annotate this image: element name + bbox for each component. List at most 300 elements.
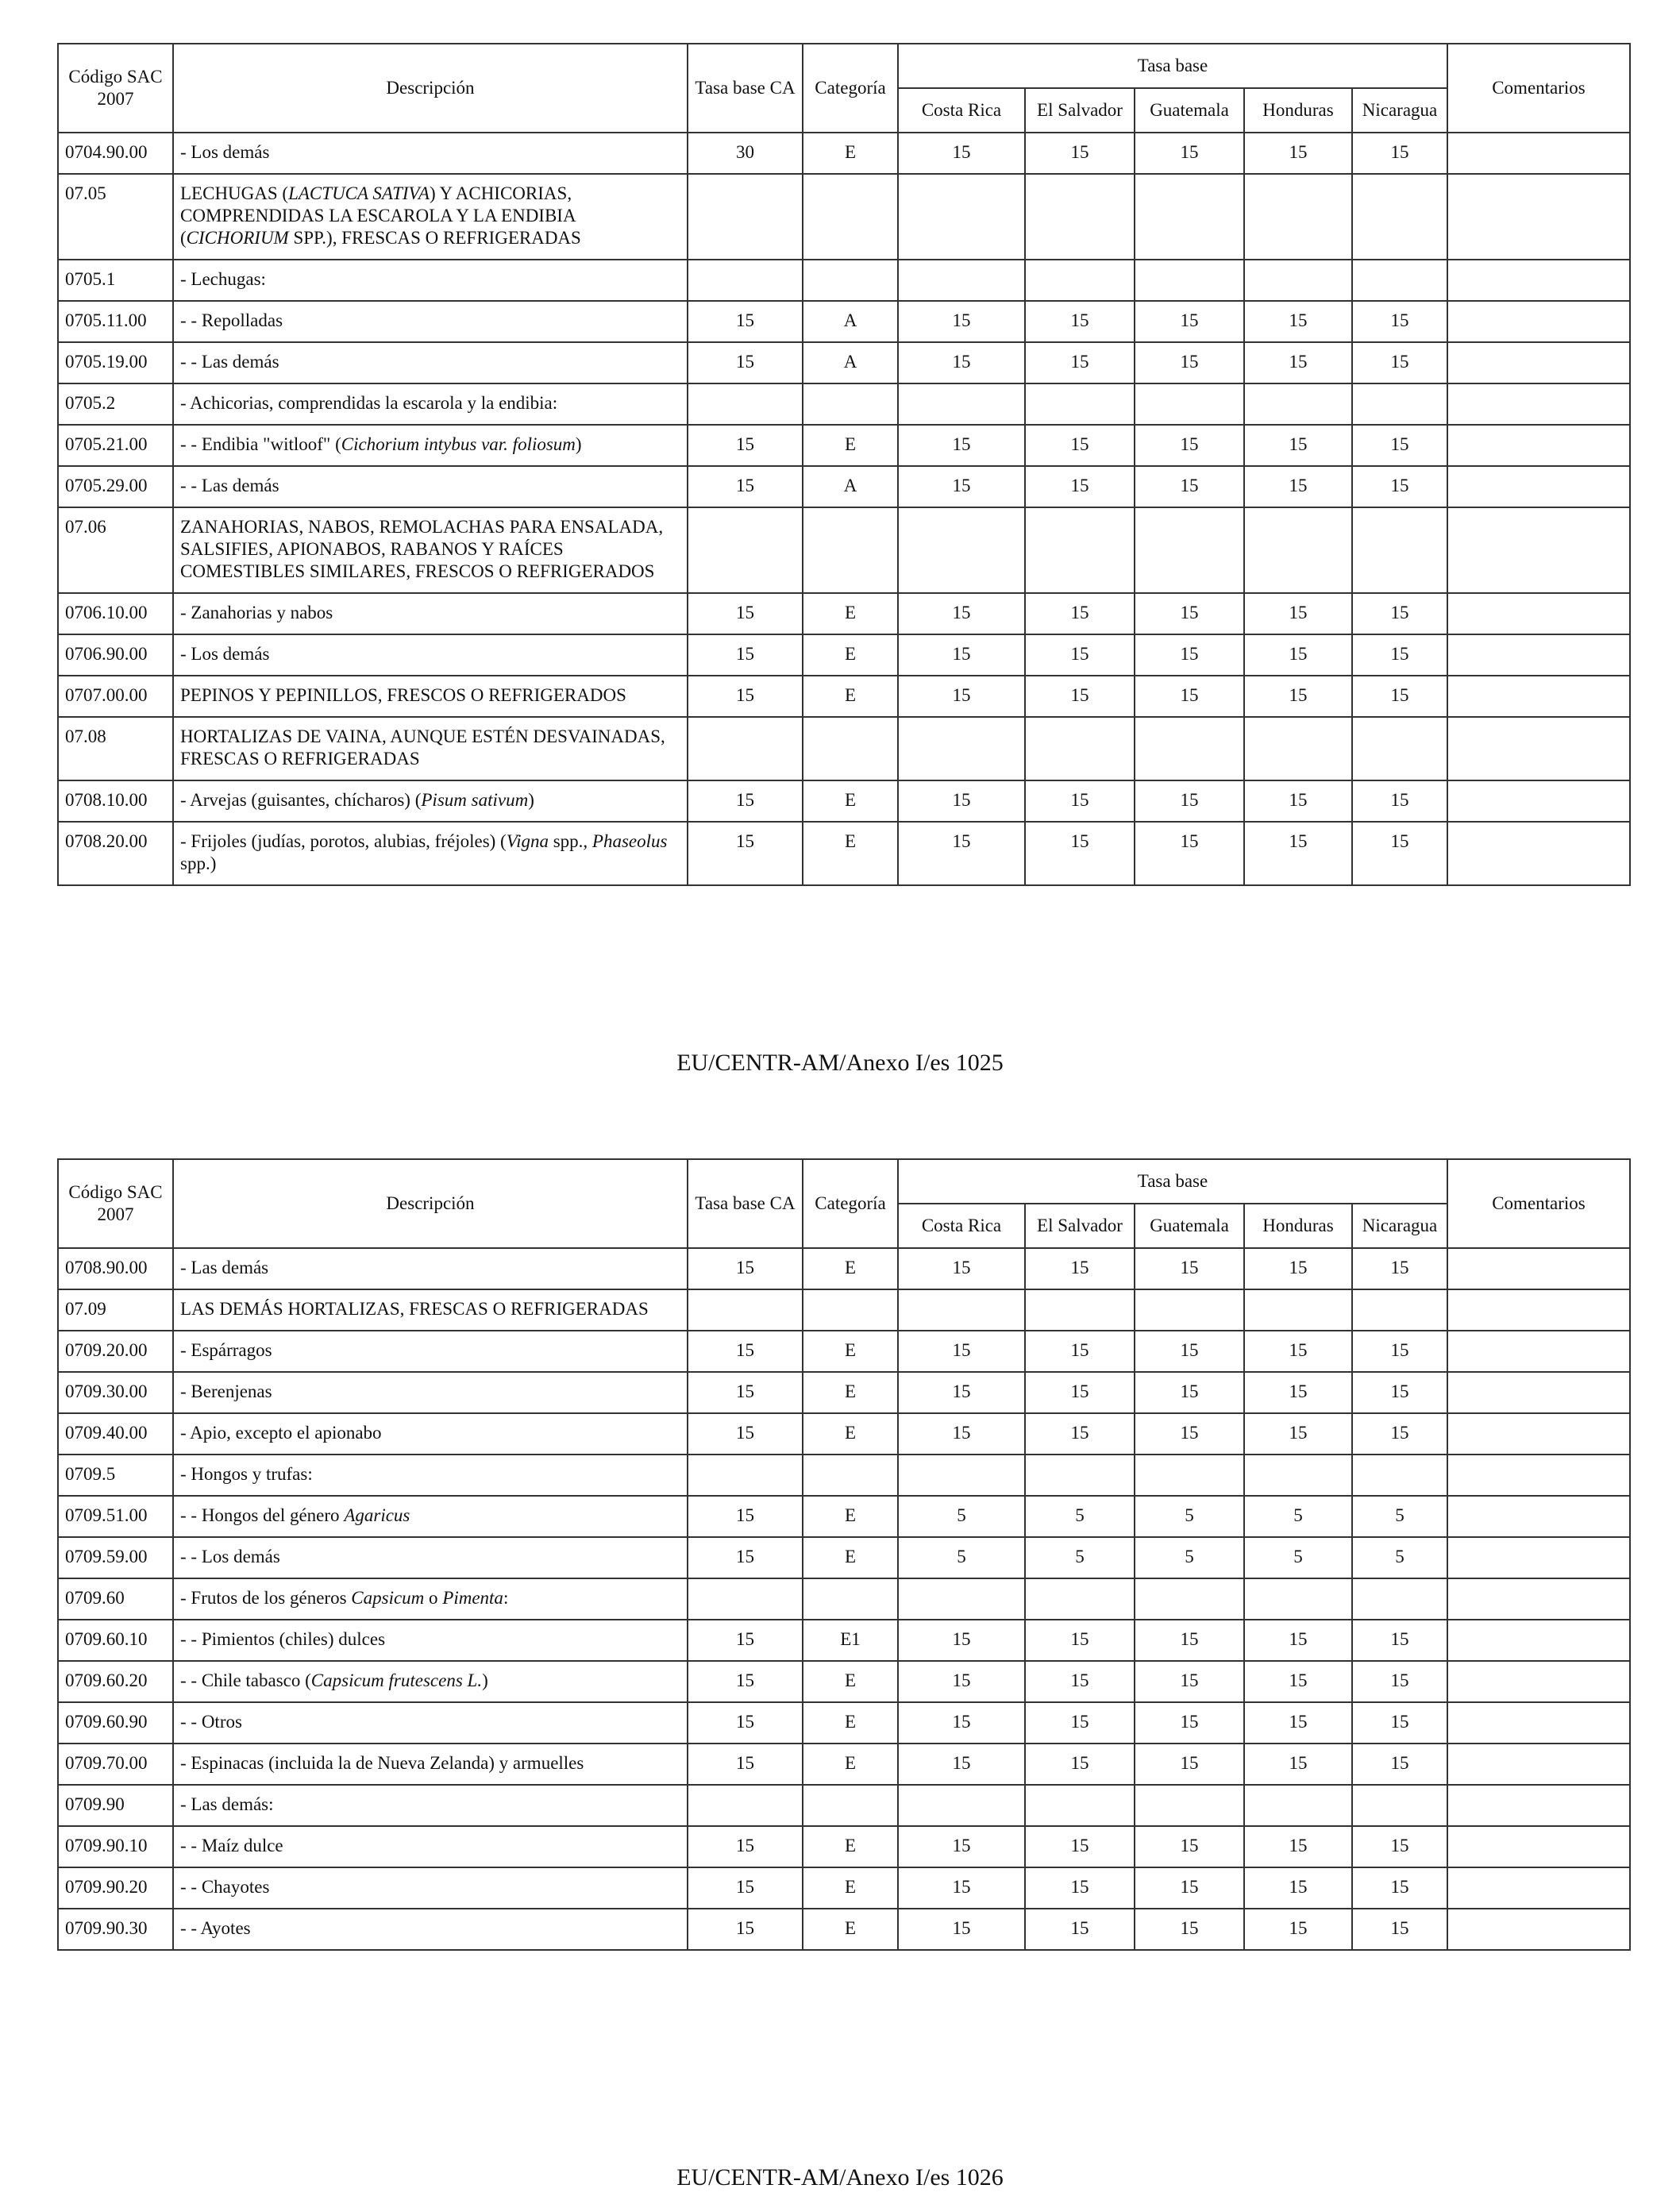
cell-rate-costa-rica [898,1455,1025,1496]
table-row [58,1620,1630,1661]
cell-rate-guatemala: 15 [1135,1413,1244,1455]
table-row [58,260,1630,301]
cell-rate-el-salvador [1025,1455,1135,1496]
cell-comments [1447,1537,1630,1578]
cell-category [803,1289,898,1331]
cell-code: 0705.19.00 [58,342,173,383]
cell-base-rate-ca [688,507,803,593]
cell-category [803,1785,898,1826]
cell-comments [1447,1867,1630,1909]
cell-description: HORTALIZAS DE VAINA, AUNQUE ESTÉN DESVAINADAS, FRESCAS O REFRIGERADAS [173,717,688,780]
cell-code: 0709.90 [58,1785,173,1826]
cell-rate-costa-rica [898,383,1025,425]
cell-rate-nicaragua: 15 [1352,1867,1447,1909]
table-row [58,1785,1630,1826]
cell-code: 0709.20.00 [58,1331,173,1372]
table-row [58,1496,1630,1537]
cell-comments [1447,425,1630,466]
cell-rate-guatemala: 15 [1135,425,1244,466]
cell-rate-nicaragua: 15 [1352,1661,1447,1702]
cell-base-rate-ca: 15 [688,301,803,342]
cell-rate-costa-rica: 15 [898,301,1025,342]
cell-category: E [803,1248,898,1289]
cell-rate-guatemala: 15 [1135,1620,1244,1661]
cell-rate-costa-rica [898,717,1025,780]
cell-rate-guatemala [1135,1785,1244,1826]
cell-code: 0709.59.00 [58,1537,173,1578]
cell-base-rate-ca [688,174,803,260]
cell-description: - - Hongos del género Agaricus [173,1496,688,1537]
cell-rate-costa-rica: 15 [898,1661,1025,1702]
cell-rate-el-salvador [1025,507,1135,593]
cell-rate-el-salvador: 15 [1025,1248,1135,1289]
cell-comments [1447,1744,1630,1785]
cell-comments [1447,593,1630,634]
cell-code: 0706.90.00 [58,634,173,676]
cell-rate-el-salvador: 15 [1025,342,1135,383]
cell-rate-el-salvador: 15 [1025,1661,1135,1702]
cell-rate-honduras: 15 [1244,1248,1352,1289]
cell-category: E1 [803,1620,898,1661]
cell-rate-el-salvador: 15 [1025,301,1135,342]
cell-description: - - Ayotes [173,1909,688,1950]
cell-rate-honduras [1244,507,1352,593]
cell-rate-costa-rica: 15 [898,676,1025,717]
cell-code: 0705.21.00 [58,425,173,466]
cell-rate-honduras: 15 [1244,301,1352,342]
cell-code: 0706.10.00 [58,593,173,634]
cell-rate-el-salvador [1025,1289,1135,1331]
cell-rate-honduras: 15 [1244,1867,1352,1909]
cell-comments [1447,1331,1630,1372]
cell-description: - Las demás [173,1248,688,1289]
cell-rate-el-salvador: 15 [1025,1620,1135,1661]
cell-rate-guatemala: 5 [1135,1537,1244,1578]
cell-category [803,260,898,301]
cell-code: 0709.30.00 [58,1372,173,1413]
cell-rate-honduras: 15 [1244,780,1352,822]
page-footer: EU/CENTR-AM/Anexo I/es 1026 [676,2164,1004,2191]
cell-rate-el-salvador [1025,174,1135,260]
cell-description: - Frutos de los géneros Capsicum o Pimenta: [173,1578,688,1620]
cell-rate-honduras: 15 [1244,1702,1352,1744]
cell-rate-honduras: 15 [1244,1331,1352,1372]
cell-rate-nicaragua [1352,507,1447,593]
cell-rate-costa-rica: 15 [898,780,1025,822]
cell-rate-nicaragua: 15 [1352,593,1447,634]
cell-base-rate-ca [688,1455,803,1496]
cell-category: E [803,1744,898,1785]
cell-code: 0709.51.00 [58,1496,173,1537]
cell-rate-nicaragua: 15 [1352,634,1447,676]
cell-comments [1447,383,1630,425]
table-row [58,1826,1630,1867]
cell-base-rate-ca: 15 [688,1496,803,1537]
table-row [58,425,1630,466]
cell-base-rate-ca [688,1289,803,1331]
cell-description: - - Chayotes [173,1867,688,1909]
header-country-guatemala: Guatemala [1135,1204,1244,1248]
cell-rate-nicaragua: 5 [1352,1537,1447,1578]
table-row [58,383,1630,425]
cell-base-rate-ca: 15 [688,1413,803,1455]
cell-comments [1447,1661,1630,1702]
cell-category: E [803,1537,898,1578]
cell-category: E [803,634,898,676]
cell-rate-el-salvador: 15 [1025,133,1135,174]
cell-comments [1447,507,1630,593]
cell-comments [1447,1248,1630,1289]
cell-comments [1447,342,1630,383]
cell-rate-el-salvador: 5 [1025,1496,1135,1537]
cell-comments [1447,1372,1630,1413]
cell-rate-costa-rica: 5 [898,1496,1025,1537]
table-body [58,1248,1630,1950]
cell-rate-guatemala: 15 [1135,822,1244,885]
table-row [58,1455,1630,1496]
cell-rate-guatemala: 15 [1135,133,1244,174]
table-row [58,780,1630,822]
cell-description: - Zanahorias y nabos [173,593,688,634]
cell-rate-honduras: 15 [1244,634,1352,676]
cell-rate-costa-rica: 15 [898,1413,1025,1455]
cell-description: - Las demás: [173,1785,688,1826]
table-row [58,1867,1630,1909]
cell-rate-costa-rica [898,1578,1025,1620]
cell-rate-honduras [1244,1289,1352,1331]
cell-code: 0705.11.00 [58,301,173,342]
cell-code: 0707.00.00 [58,676,173,717]
table-row [58,1909,1630,1950]
cell-code: 0709.90.30 [58,1909,173,1950]
cell-category [803,507,898,593]
cell-rate-costa-rica: 15 [898,1331,1025,1372]
cell-rate-guatemala [1135,383,1244,425]
cell-rate-costa-rica: 15 [898,1826,1025,1867]
table-row [58,717,1630,780]
cell-description: - - Otros [173,1702,688,1744]
header-base-rate-ca: Tasa base CA [688,44,803,133]
header-country-el-salvador: El Salvador [1025,1204,1135,1248]
header-code: Código SAC 2007 [58,1159,173,1248]
cell-comments [1447,1785,1630,1826]
cell-description: - - Pimientos (chiles) dulces [173,1620,688,1661]
cell-rate-el-salvador: 15 [1025,1372,1135,1413]
cell-category: E [803,1867,898,1909]
cell-rate-guatemala: 15 [1135,1867,1244,1909]
cell-base-rate-ca: 15 [688,342,803,383]
cell-rate-guatemala: 15 [1135,1331,1244,1372]
cell-code: 0704.90.00 [58,133,173,174]
table-row [58,1331,1630,1372]
cell-rate-el-salvador: 15 [1025,1702,1135,1744]
header-comments: Comentarios [1447,1159,1630,1248]
cell-code: 0709.5 [58,1455,173,1496]
cell-rate-nicaragua: 15 [1352,1744,1447,1785]
cell-description: - Arvejas (guisantes, chícharos) (Pisum sativum) [173,780,688,822]
cell-rate-guatemala: 15 [1135,342,1244,383]
cell-rate-costa-rica: 15 [898,1744,1025,1785]
cell-code: 0705.2 [58,383,173,425]
cell-category: E [803,1826,898,1867]
cell-rate-guatemala: 15 [1135,634,1244,676]
cell-category: E [803,780,898,822]
cell-rate-honduras: 5 [1244,1496,1352,1537]
header-description: Descripción [173,1159,688,1248]
cell-rate-el-salvador: 15 [1025,1909,1135,1950]
cell-base-rate-ca [688,260,803,301]
cell-category: A [803,342,898,383]
cell-rate-nicaragua: 15 [1352,1620,1447,1661]
table-body [58,133,1630,885]
cell-description: - Hongos y trufas: [173,1455,688,1496]
cell-rate-el-salvador: 15 [1025,466,1135,507]
table-row [58,133,1630,174]
cell-code: 0709.60.90 [58,1702,173,1744]
cell-rate-costa-rica [898,1785,1025,1826]
cell-base-rate-ca: 15 [688,466,803,507]
cell-code: 0708.20.00 [58,822,173,885]
cell-rate-guatemala: 15 [1135,466,1244,507]
tariff-table-1025 [57,43,1631,886]
cell-rate-honduras: 5 [1244,1537,1352,1578]
cell-rate-nicaragua [1352,260,1447,301]
cell-base-rate-ca: 15 [688,634,803,676]
cell-rate-nicaragua: 15 [1352,133,1447,174]
cell-description: - - Las demás [173,466,688,507]
cell-rate-guatemala: 5 [1135,1496,1244,1537]
cell-comments [1447,717,1630,780]
cell-code: 0709.70.00 [58,1744,173,1785]
cell-base-rate-ca [688,717,803,780]
cell-rate-guatemala [1135,717,1244,780]
cell-code: 07.05 [58,174,173,260]
cell-rate-guatemala: 15 [1135,1661,1244,1702]
header-category: Categoría [803,1159,898,1248]
table-row [58,1661,1630,1702]
table-row [58,466,1630,507]
cell-rate-costa-rica: 15 [898,133,1025,174]
cell-description: - Espárragos [173,1331,688,1372]
cell-rate-honduras: 15 [1244,1372,1352,1413]
cell-rate-el-salvador [1025,260,1135,301]
cell-comments [1447,1909,1630,1950]
cell-description: - Apio, excepto el apionabo [173,1413,688,1455]
cell-rate-honduras [1244,1785,1352,1826]
cell-description: - - Maíz dulce [173,1826,688,1867]
cell-rate-honduras: 15 [1244,1909,1352,1950]
cell-comments [1447,676,1630,717]
cell-code: 0705.1 [58,260,173,301]
cell-comments [1447,1702,1630,1744]
cell-rate-costa-rica: 15 [898,822,1025,885]
table-row [58,1289,1630,1331]
cell-base-rate-ca: 15 [688,780,803,822]
cell-rate-honduras [1244,260,1352,301]
cell-rate-guatemala: 15 [1135,1909,1244,1950]
cell-description: - Los demás [173,634,688,676]
table-row [58,1248,1630,1289]
table-header [58,1159,1630,1248]
header-code: Código SAC 2007 [58,44,173,133]
cell-rate-nicaragua [1352,717,1447,780]
cell-rate-guatemala [1135,260,1244,301]
cell-rate-honduras: 15 [1244,1413,1352,1455]
cell-rate-honduras [1244,717,1352,780]
cell-rate-el-salvador: 15 [1025,1826,1135,1867]
cell-code: 0709.90.10 [58,1826,173,1867]
cell-rate-el-salvador: 15 [1025,634,1135,676]
cell-rate-nicaragua: 15 [1352,1331,1447,1372]
cell-rate-el-salvador: 15 [1025,1744,1135,1785]
cell-base-rate-ca: 15 [688,1372,803,1413]
cell-category: E [803,676,898,717]
cell-comments [1447,133,1630,174]
cell-description: - Los demás [173,133,688,174]
cell-rate-guatemala: 15 [1135,780,1244,822]
cell-base-rate-ca [688,1578,803,1620]
cell-comments [1447,301,1630,342]
cell-code: 0709.90.20 [58,1867,173,1909]
cell-rate-nicaragua: 15 [1352,1248,1447,1289]
cell-category: E [803,1661,898,1702]
cell-rate-honduras: 15 [1244,342,1352,383]
header-category: Categoría [803,44,898,133]
cell-code: 07.08 [58,717,173,780]
cell-rate-costa-rica [898,174,1025,260]
cell-rate-nicaragua: 15 [1352,1413,1447,1455]
cell-description: - Achicorias, comprendidas la escarola y la endibia: [173,383,688,425]
cell-base-rate-ca: 15 [688,1661,803,1702]
cell-rate-costa-rica: 15 [898,342,1025,383]
cell-description: - - Chile tabasco (Capsicum frutescens L.) [173,1661,688,1702]
cell-rate-el-salvador: 15 [1025,1867,1135,1909]
cell-rate-nicaragua: 15 [1352,425,1447,466]
header-country-el-salvador: El Salvador [1025,88,1135,133]
cell-rate-el-salvador: 15 [1025,676,1135,717]
cell-description: PEPINOS Y PEPINILLOS, FRESCOS O REFRIGERADOS [173,676,688,717]
cell-rate-nicaragua [1352,174,1447,260]
table-row [58,822,1630,885]
cell-description: - - Repolladas [173,301,688,342]
cell-rate-guatemala: 15 [1135,593,1244,634]
cell-rate-nicaragua [1352,1289,1447,1331]
cell-code: 0709.60 [58,1578,173,1620]
cell-rate-costa-rica: 15 [898,1620,1025,1661]
cell-rate-nicaragua [1352,383,1447,425]
cell-comments [1447,1413,1630,1455]
cell-rate-guatemala: 15 [1135,1372,1244,1413]
cell-category: E [803,593,898,634]
cell-rate-honduras: 15 [1244,822,1352,885]
cell-base-rate-ca: 15 [688,1867,803,1909]
cell-rate-el-salvador: 15 [1025,1331,1135,1372]
cell-comments [1447,780,1630,822]
page-footer: EU/CENTR-AM/Anexo I/es 1025 [676,1050,1004,1076]
cell-rate-nicaragua: 15 [1352,1702,1447,1744]
cell-code: 0709.60.10 [58,1620,173,1661]
cell-code: 0708.90.00 [58,1248,173,1289]
cell-base-rate-ca [688,383,803,425]
cell-rate-guatemala [1135,174,1244,260]
cell-base-rate-ca: 15 [688,593,803,634]
cell-comments [1447,1578,1630,1620]
cell-rate-honduras: 15 [1244,425,1352,466]
cell-code: 0709.40.00 [58,1413,173,1455]
cell-rate-honduras [1244,383,1352,425]
header-description: Descripción [173,44,688,133]
cell-base-rate-ca [688,1785,803,1826]
cell-description: LECHUGAS (LACTUCA SATIVA) Y ACHICORIAS, COMPRENDIDAS LA ESCAROLA Y LA ENDIBIA (CICHORIUM SPP.), FRESCAS O REFRIGERADAS [173,174,688,260]
cell-rate-costa-rica: 15 [898,1867,1025,1909]
cell-base-rate-ca: 15 [688,1331,803,1372]
table-header [58,44,1630,133]
cell-code: 0705.29.00 [58,466,173,507]
cell-rate-el-salvador: 15 [1025,593,1135,634]
cell-category: A [803,466,898,507]
cell-rate-nicaragua: 15 [1352,822,1447,885]
cell-rate-costa-rica: 15 [898,1702,1025,1744]
cell-base-rate-ca: 15 [688,822,803,885]
table-row [58,342,1630,383]
cell-rate-costa-rica: 15 [898,1248,1025,1289]
cell-code: 07.06 [58,507,173,593]
header-base-rate: Tasa base [898,44,1447,88]
cell-comments [1447,174,1630,260]
table-row [58,676,1630,717]
cell-rate-nicaragua: 15 [1352,676,1447,717]
cell-rate-guatemala: 15 [1135,1248,1244,1289]
cell-category: E [803,822,898,885]
table-row [58,507,1630,593]
cell-rate-el-salvador: 15 [1025,822,1135,885]
table-row [58,1578,1630,1620]
cell-comments [1447,260,1630,301]
table-row [58,1372,1630,1413]
cell-description: - Frijoles (judías, porotos, alubias, fréjoles) (Vigna spp., Phaseolus spp.) [173,822,688,885]
table-row [58,1744,1630,1785]
cell-rate-el-salvador: 15 [1025,425,1135,466]
cell-base-rate-ca: 15 [688,1248,803,1289]
cell-rate-el-salvador [1025,1785,1135,1826]
cell-category: E [803,1909,898,1950]
cell-comments [1447,1620,1630,1661]
cell-rate-honduras [1244,174,1352,260]
cell-comments [1447,634,1630,676]
cell-rate-costa-rica: 5 [898,1537,1025,1578]
cell-category: E [803,1702,898,1744]
cell-rate-honduras: 15 [1244,676,1352,717]
cell-comments [1447,1289,1630,1331]
cell-rate-nicaragua: 5 [1352,1496,1447,1537]
cell-description: ZANAHORIAS, NABOS, REMOLACHAS PARA ENSALADA, SALSIFIES, APIONABOS, RABANOS Y RAÍCES COMESTIBLES SIMILARES, FRESCOS O REFRIGERADOS [173,507,688,593]
table-row [58,1702,1630,1744]
header-country-costa-rica: Costa Rica [898,1204,1025,1248]
table-row [58,1537,1630,1578]
cell-rate-costa-rica: 15 [898,593,1025,634]
cell-rate-honduras: 15 [1244,1744,1352,1785]
cell-rate-el-salvador [1025,1578,1135,1620]
cell-rate-el-salvador [1025,717,1135,780]
cell-category: E [803,1413,898,1455]
cell-rate-nicaragua: 15 [1352,342,1447,383]
cell-rate-nicaragua [1352,1578,1447,1620]
cell-rate-honduras: 15 [1244,1661,1352,1702]
header-country-guatemala: Guatemala [1135,88,1244,133]
cell-rate-nicaragua: 15 [1352,301,1447,342]
header-comments: Comentarios [1447,44,1630,133]
cell-comments [1447,1455,1630,1496]
